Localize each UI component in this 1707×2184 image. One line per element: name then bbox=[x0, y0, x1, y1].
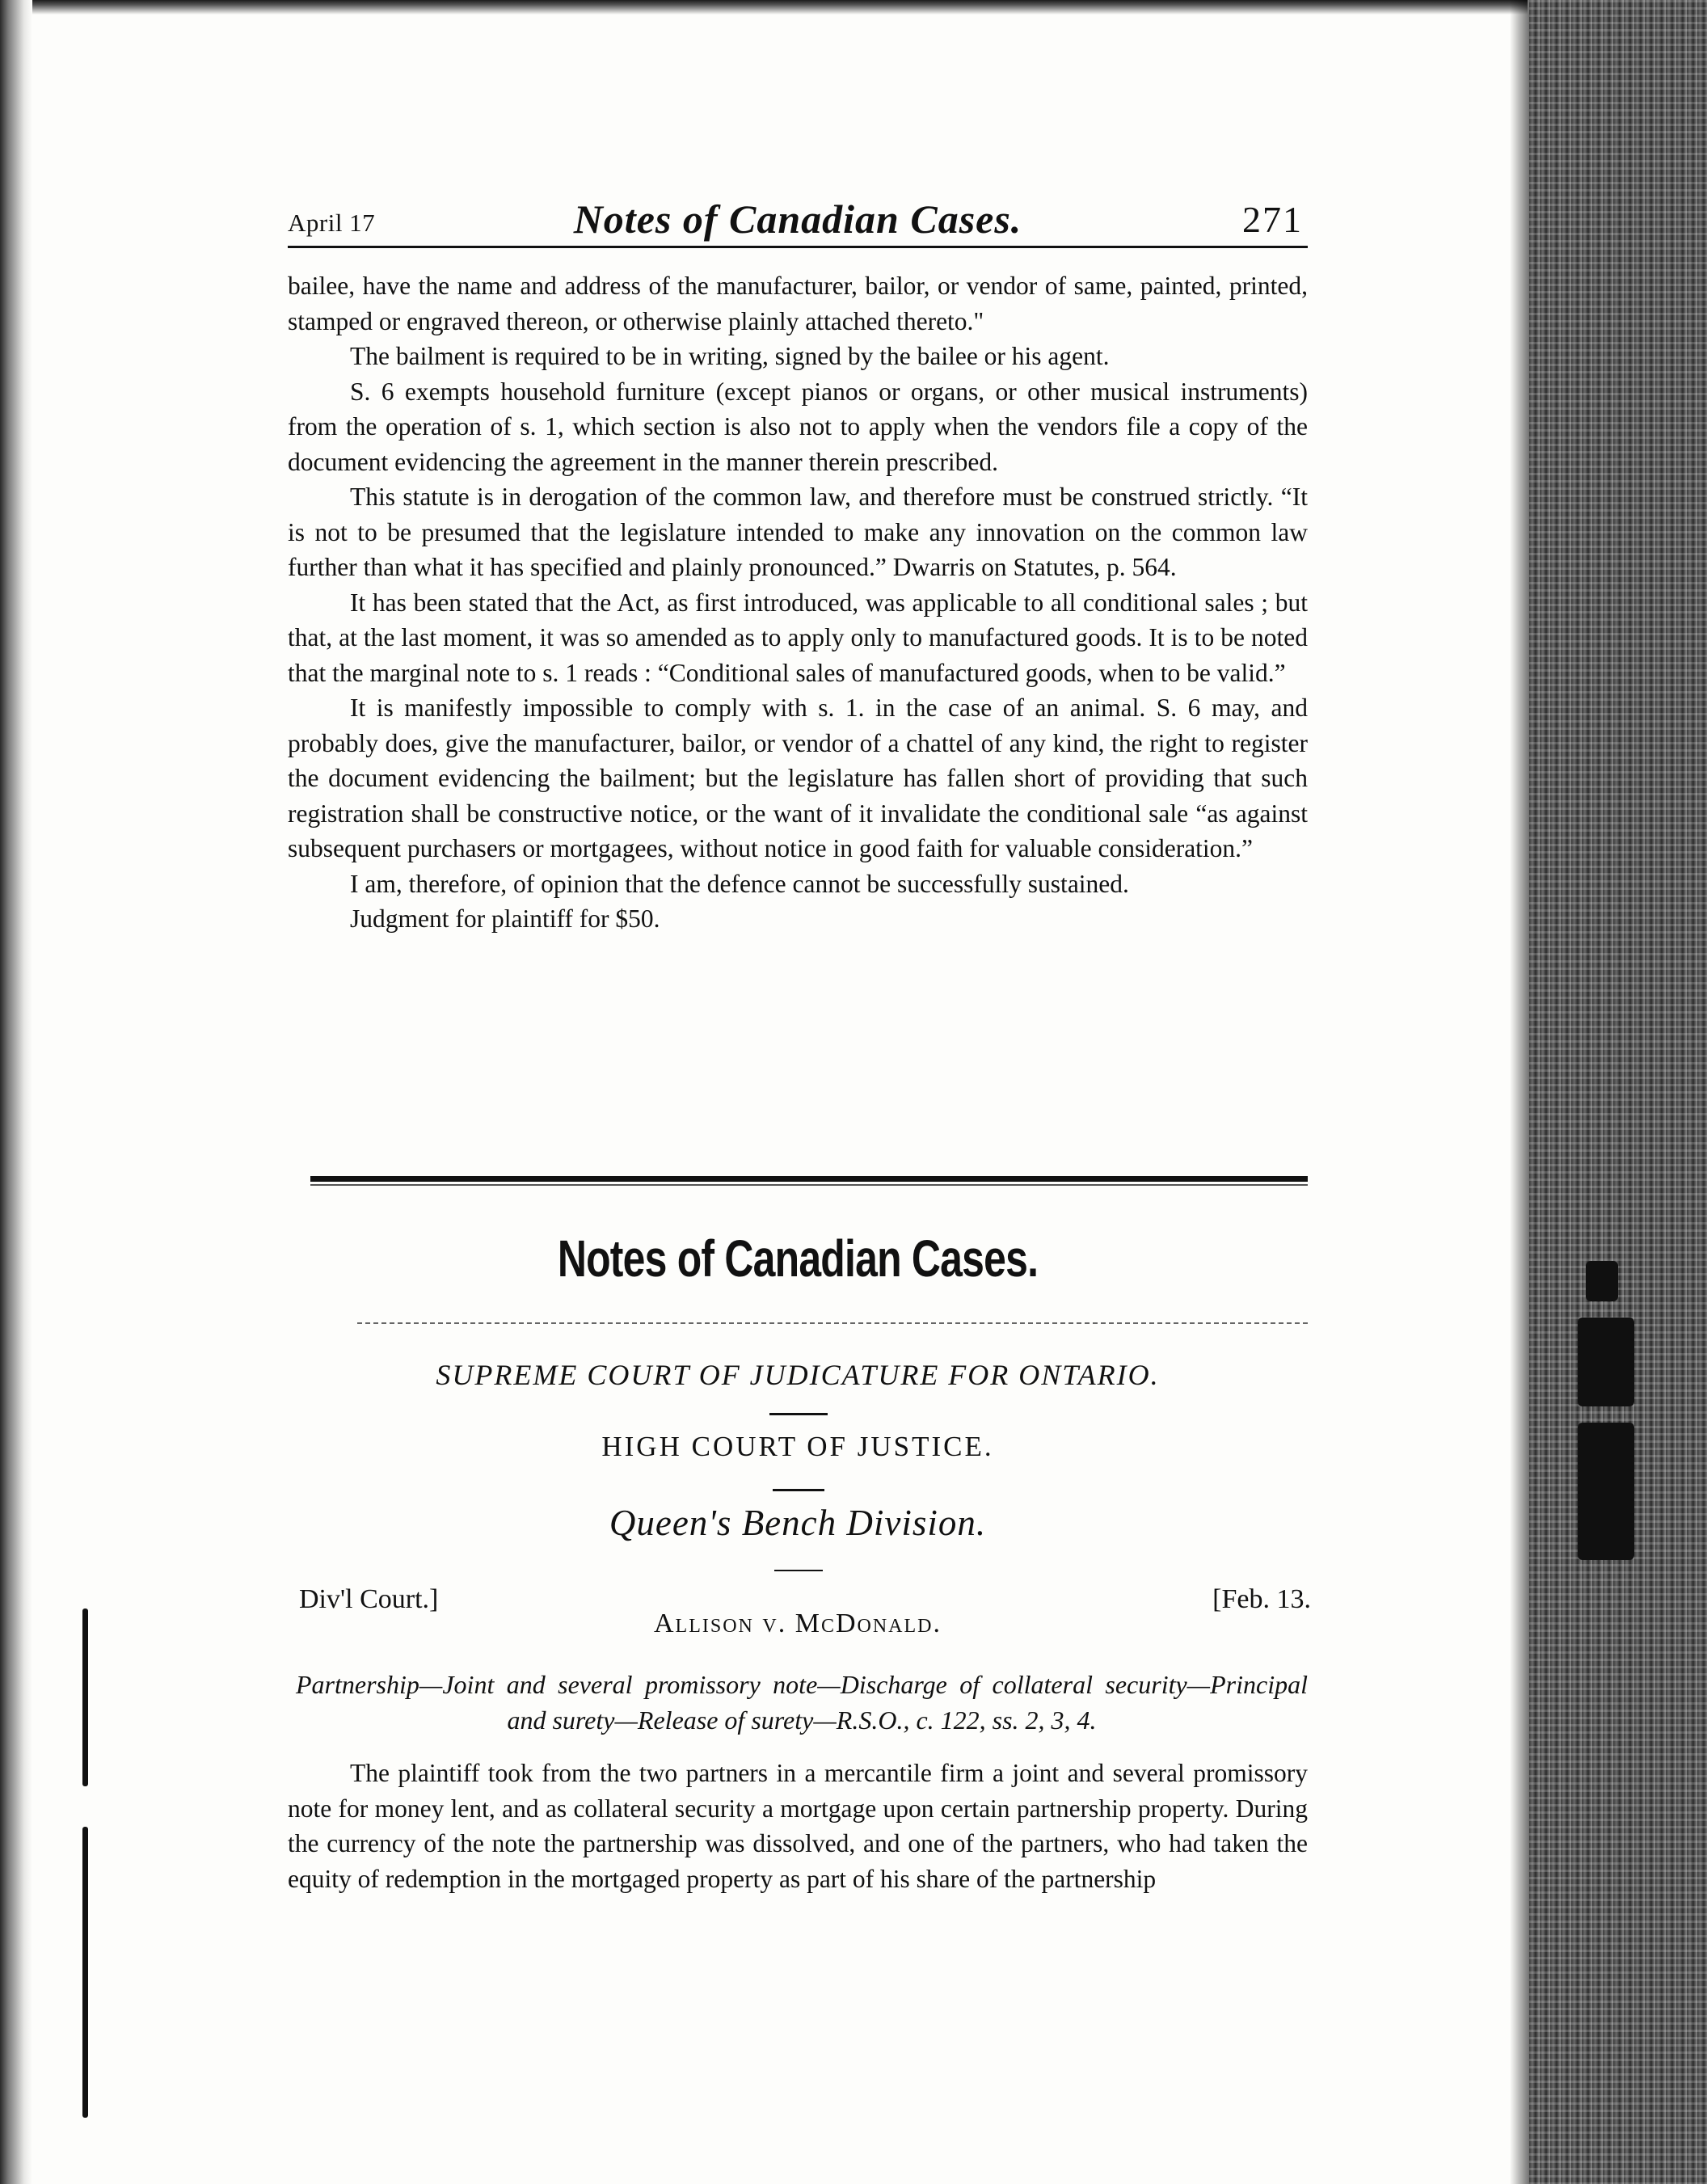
spine-mark bbox=[1578, 1318, 1634, 1406]
paragraph: It is manifestly impossible to comply with s. 1. in the case of an animal. S. 6 may, and probably does, give the manufacturer, bailor, or vendor of a chattel of any kind, the right to register the document evidencing the bailment; but the legislature has fallen short of providing that such registration shall be constructive notice, or the want of it invalidate the conditional sale “as against subsequent purchasers or mortgagees, without notice in good faith for valuable consideration.” bbox=[288, 694, 1308, 862]
margin-line bbox=[82, 1608, 88, 1786]
case-name bbox=[288, 1608, 1308, 1639]
short-rule bbox=[773, 1489, 824, 1491]
section-divider bbox=[310, 1176, 1308, 1187]
page-left-edge bbox=[0, 0, 32, 2184]
paragraph: Judgment for plaintiff for $50. bbox=[350, 904, 660, 933]
paragraph: This statute is in derogation of the common law, and therefore must be construed strictly. “It is not to be presumed that the legislature intended to make any innovation on the common law further than what it has specified and plainly pronounced.” Dwarris on Statutes, p. 564. bbox=[288, 483, 1308, 581]
division-name: Queen's Bench Division. bbox=[609, 1503, 987, 1543]
paragraph: It has been stated that the Act, as first introduced, was applicable to all conditional sales ; but that, at the last moment, it was so amended as to apply only to manufactured goods. It is to be noted that the marginal note to s. 1 reads : “Conditional sales of manufactured goods, when to be valid.” bbox=[288, 588, 1308, 687]
court-name: SUPREME COURT OF JUDICATURE FOR ONTARIO. bbox=[436, 1359, 1160, 1391]
book-spine-edge bbox=[1529, 0, 1707, 2184]
paragraph: bailee, have the name and address of the manufacturer, bailor, or vendor of same, painted, printed, stamped or engraved thereon, or otherwise plainly attached thereto." bbox=[288, 272, 1308, 335]
case-date: [Feb. 13. bbox=[1212, 1584, 1311, 1614]
headnote-text: Partnership—Joint and several promissory note—Discharge of collateral security—Principal and surety—Release of surety—R.S.O., c. 122, ss. 2, 3, 4. bbox=[296, 1670, 1308, 1735]
short-rule bbox=[774, 1570, 823, 1571]
paragraph: The plaintiff took from the two partners in a mercantile firm a joint and several promissory note for money lent, and as collateral security a mortgage upon certain partnership property. During the currency of the note the partnership was dissolved, and one of the partners, who had taken the equity of redemption in the mortgaged property as part of his share of the partnership bbox=[288, 1759, 1308, 1893]
header-title: Notes of Canadian Cases. bbox=[573, 196, 1022, 242]
paragraph: I am, therefore, of opinion that the defence cannot be successfully sustained. bbox=[350, 869, 1129, 898]
section-heading: Notes of Canadian Cases. bbox=[557, 1229, 1039, 1288]
spine-mark bbox=[1586, 1261, 1618, 1301]
header-date: April 17 bbox=[288, 209, 376, 237]
margin-line bbox=[82, 1827, 88, 2118]
header-rule bbox=[288, 246, 1308, 248]
page-number: 271 bbox=[1242, 199, 1303, 240]
case-headnote bbox=[296, 1667, 1308, 1738]
upper-text bbox=[288, 268, 1308, 937]
spine-mark bbox=[1578, 1423, 1634, 1560]
short-rule bbox=[769, 1413, 828, 1415]
paragraph: S. 6 exempts household furniture (except pianos or organs, or other musical instruments) from the operation of s. 1, which section is also not to apply when the vendors file a copy of the document evidencing the agreement in the manner therein prescribed. bbox=[288, 377, 1308, 476]
high-court-name: HIGH COURT OF JUSTICE. bbox=[601, 1431, 994, 1462]
page-top-edge bbox=[32, 0, 1528, 15]
paragraph: The bailment is required to be in writing, signed by the bailee or his agent. bbox=[350, 342, 1110, 370]
case-body bbox=[288, 1756, 1308, 1896]
running-header bbox=[288, 184, 1308, 246]
heading-rule bbox=[357, 1322, 1308, 1324]
case-court: Div'l Court.] bbox=[299, 1584, 439, 1614]
case-name-text: Allison v. McDonald. bbox=[654, 1608, 942, 1638]
